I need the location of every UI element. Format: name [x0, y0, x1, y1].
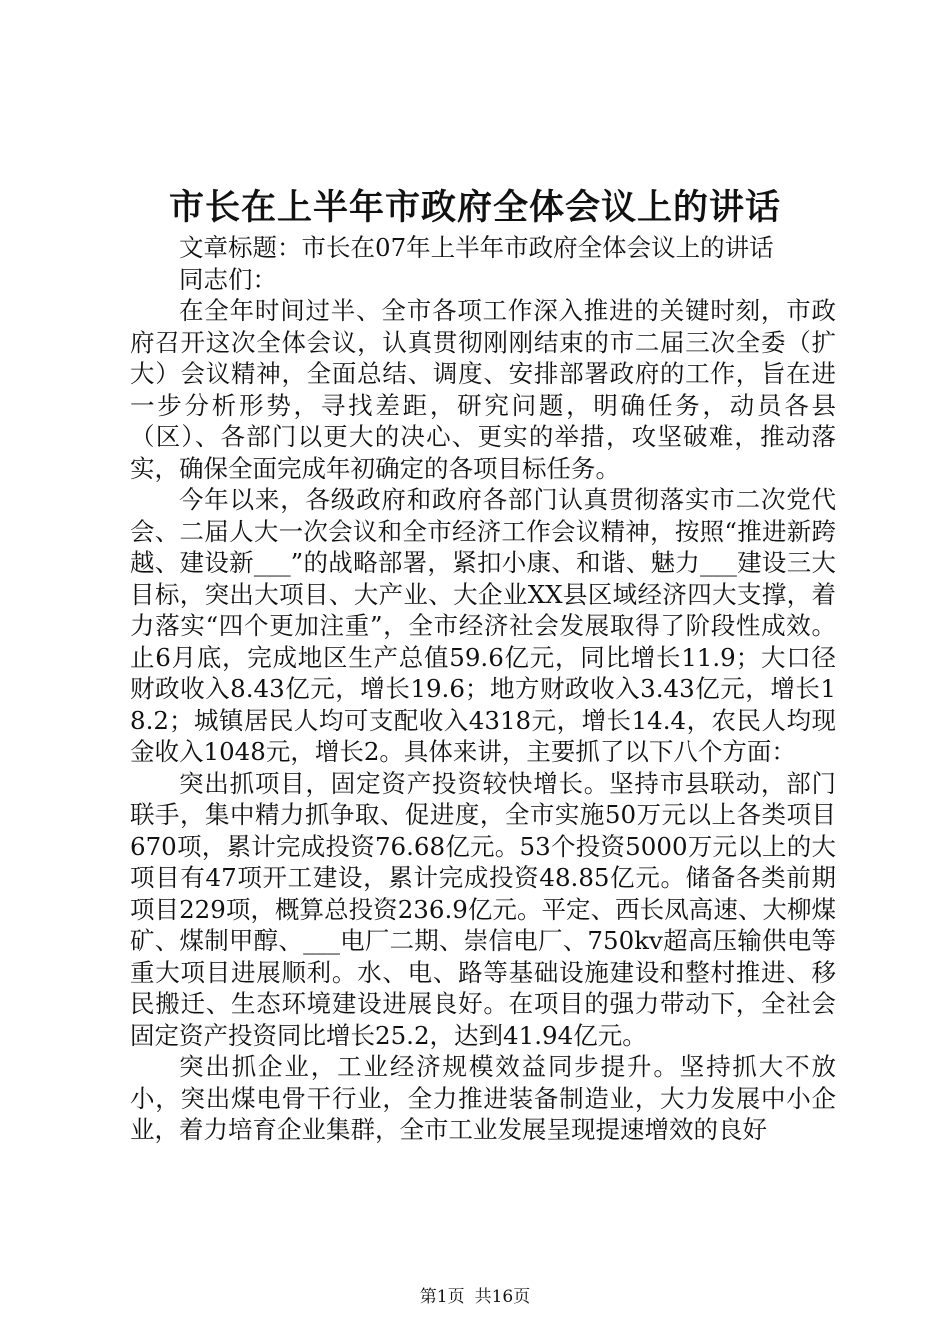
page-footer — [0, 1286, 950, 1308]
body-paragraph: 在全年时间过半、全市各项工作深入推进的关键时刻，市政府召开这次全体会议，认真贯彻刚刚结束的市二届三次全委（扩大）会议精神，全面总结、调度、安排部署政府的工作，旨在进一步分析形势，寻找差距，研究问题，明确任务，动员各县（区）、各部门以更大的决心、更实的举措，攻坚破难，推动落实，确保全面完成年初确定的各项目标任务。 — [130, 296, 836, 483]
salutation: 同志们： — [179, 264, 277, 294]
page-total: 共16页 — [474, 1287, 531, 1307]
document-body — [130, 232, 836, 1146]
body-paragraph: 今年以来，各级政府和政府各部门认真贯彻落实市二次党代会、二届人大一次会议和全市经济工作会议精神，按照“推进新跨越、建设新___”的战略部署，紧扣小康、和谐、魅力___建设三大目标，突出大项目、大产业、大企业XX县区域经济四大支撑，着力落实“四个更加注重”，全市经济社会发展取得了阶段性成效。止6月底，完成地区生产总值59.6亿元，同比增长11.9；大口径财政收入8.43亿元，增长19.6；地方财政收入3.43亿元，增长18.2；城镇居民人均可支配收入4318元，增长14.4，农民人均现金收入1048元，增长2。具体来讲，主要抓了以下八个方面： — [130, 485, 836, 766]
body-paragraph: 突出抓项目，固定资产投资较快增长。坚持市县联动，部门联手，集中精力抓争取、促进度，全市实施50万元以上各类项目670项，累计完成投资76.68亿元。53个投资5000万元以上的大项目有47项开工建设，累计完成投资48.85亿元。储备各类前期项目229项，概算总投资236.9亿元。平定、西长凤高速、大柳煤矿、煤制甲醇、___电厂二期、崇信电厂、750kv超高压输供电等重大项目进展顺利。水、电、路等基础设施建设和整村推进、移民搬迁、生态环境建设进展良好。在项目的强力带动下，全社会固定资产投资同比增长25.2，达到41.94亿元。 — [130, 768, 836, 1050]
body-paragraph: 突出抓企业，工业经济规模效益同步提升。坚持抓大不放小，突出煤电骨干行业，全力推进装备制造业，大力发展中小企业，着力培育企业集群，全市工业发展呈现提速增效的良好 — [130, 1052, 836, 1144]
page-number: 第1页 — [419, 1287, 465, 1307]
document-title: 市长在上半年市政府全体会议上的讲话 — [168, 187, 781, 228]
article-title-line: 文章标题：市长在07年上半年市政府全体会议上的讲话 — [179, 233, 774, 262]
